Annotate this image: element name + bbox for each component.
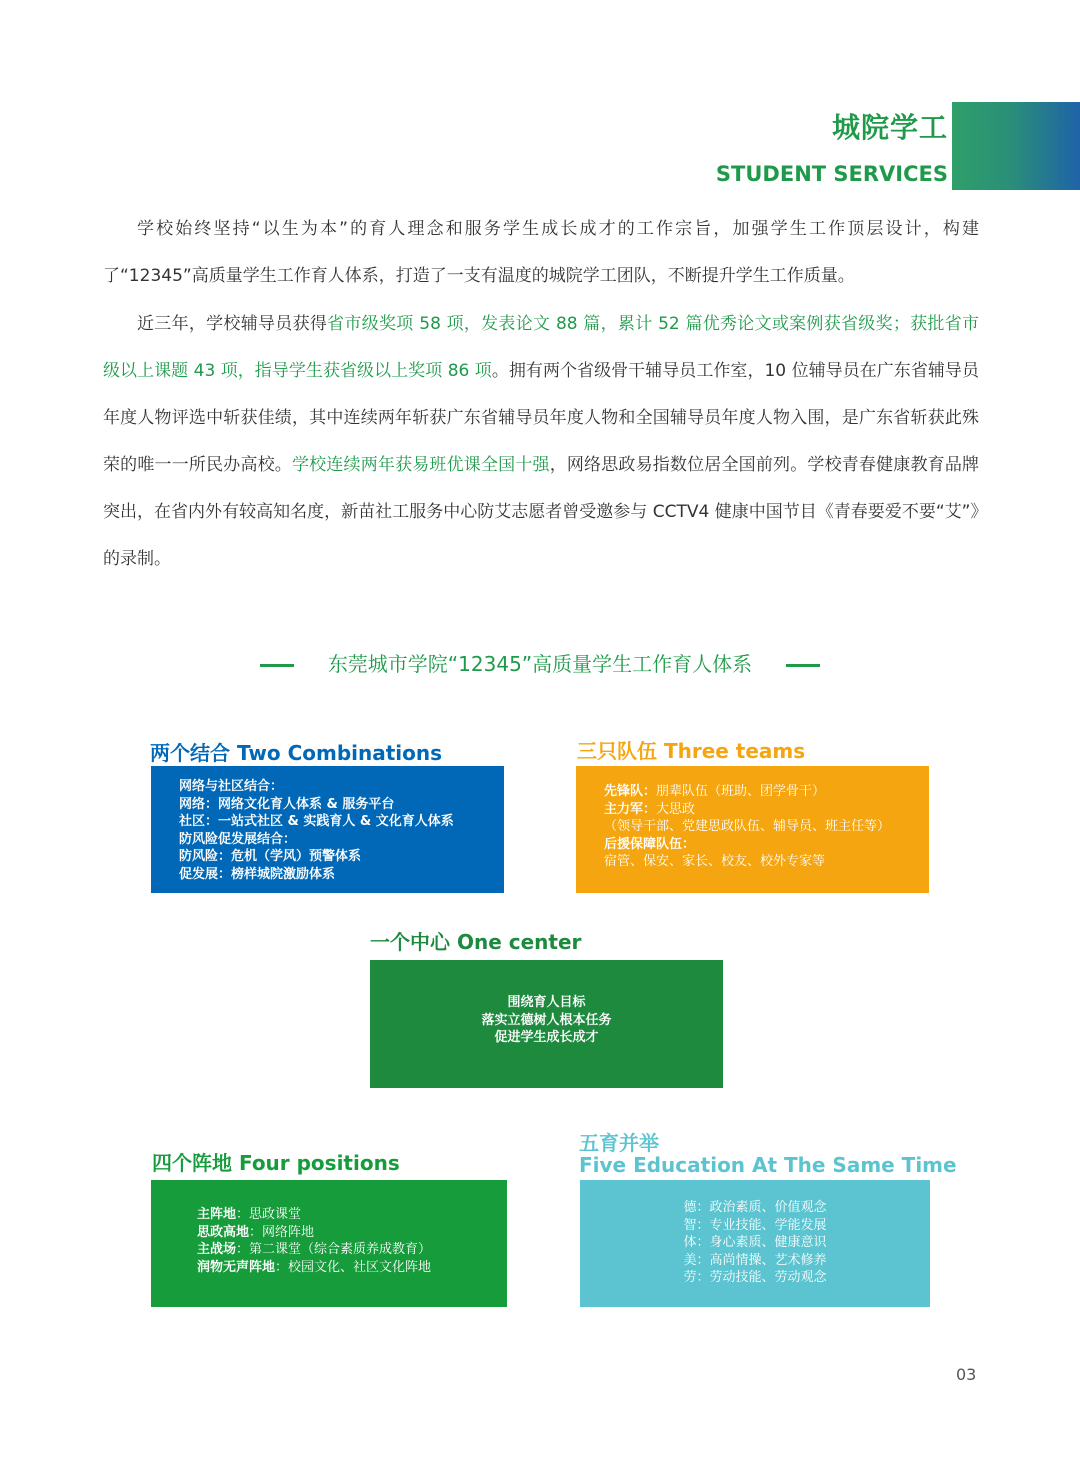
one-line: 围绕育人目标 (507, 995, 586, 1010)
header-accent-bar (952, 102, 1080, 190)
highlight-yiban: 学校连续两年获易班优课全国十强 (291, 455, 550, 475)
three-line: （领导干部、党建思政队伍、辅导员、班主任等） (604, 819, 891, 834)
three-teams-heading: 三只队伍 Three teams (577, 739, 806, 763)
two-line: 防风险促发展结合： (179, 831, 297, 847)
five-line: 美：高尚情操、艺术修养 (683, 1252, 827, 1268)
three-line: 后援保障队伍： (604, 836, 696, 852)
page-number: 03 (956, 1365, 977, 1384)
five-line: 德：政治素质、价值观念 (683, 1200, 827, 1215)
five-line: 体：身心素质、健康意识 (683, 1235, 827, 1250)
three-line: 主力军：大思政 (604, 801, 696, 817)
three-line: 先锋队：朋辈队伍（班助、团学骨干） (604, 784, 826, 799)
five-line: 劳：劳动技能、劳动观念 (683, 1270, 827, 1285)
intro-paragraph-2: 近三年，学校辅导员获得省市级奖项 58 项，发表论文 88 篇，累计 52 篇优秀论文或案例获省级奖；获批省市级以上课题 43 项，指导学生获省级以上奖项 86 项。拥有两个省级骨干辅导员工作室，10 位辅导员在广东省辅导员年度人物评选中斩获佳绩，其中连续两年斩获广东省辅导员年度人物和全国辅导员年度人物入围，是广东省斩获此殊荣的唯一一所民办高校。学校连续两年获易班优课全国十强，网络思政易指数位居全国前列。学校青春健康教育品牌突出，在省内外有较高知名度，新苗社工服务中心防艾志愿者曾受邀参与 CCTV4 健康中国节目《青春要爱不要“艾”》的录制。 (103, 314, 980, 569)
one-center-heading: 一个中心 One center (370, 930, 582, 954)
four-line: 思政高地：网络阵地 (197, 1224, 315, 1240)
four-line: 主战场：第二课堂（综合素质养成教育） (197, 1242, 432, 1257)
five-line: 智：专业技能、学能发展 (683, 1217, 827, 1233)
two-line: 社区：一站式社区 & 实践育人 & 文化育人体系 (179, 814, 454, 829)
system-title: 东莞城市学院“12345”高质量学生工作育人体系 (0, 648, 1080, 677)
one-center-box (370, 960, 723, 1088)
five-education-box (580, 1180, 930, 1307)
two-combinations-heading: 两个结合 Two Combinations (150, 741, 443, 765)
four-positions-box (151, 1180, 507, 1307)
four-line: 主阵地：思政课堂 (197, 1207, 302, 1222)
five-education-heading-cn: 五育并举 (579, 1131, 659, 1155)
highlight-awards: 省市级奖项 58 项，发表论文 88 篇，累计 52 篇优秀论文或案例获省级奖；获批省市级以上课题 43 项，指导学生获省级以上奖项 86 项 (103, 314, 979, 381)
five-education-heading-en: Five Education At The Same Time (579, 1153, 957, 1177)
page-title: 城院学工 (831, 111, 948, 144)
four-line: 润物无声阵地：校园文化、社区文化阵地 (197, 1259, 432, 1275)
one-line: 促进学生成长成才 (494, 1030, 599, 1045)
two-line: 防风险：危机（学风）预警体系 (179, 849, 362, 864)
two-combinations-box (151, 766, 504, 893)
three-line: 宿管、保安、家长、校友、校外专家等 (604, 854, 826, 869)
two-line: 网络与社区结合： (179, 779, 284, 794)
three-teams-box (576, 766, 929, 893)
title-dash-left (260, 664, 294, 667)
two-line: 网络：网络文化育人体系 & 服务平台 (179, 796, 395, 812)
four-positions-heading: 四个阵地 Four positions (152, 1151, 400, 1175)
two-line: 促发展：榜样城院激励体系 (179, 866, 336, 882)
page-subtitle: STUDENT SERVICES (715, 162, 948, 186)
intro-paragraph-1: 学校始终坚持“以生为本”的育人理念和服务学生成长成才的工作宗旨，加强学生工作顶层设计，构建了“12345”高质量学生工作育人体系，打造了一支有温度的城院学工团队，不断提升学生工作质量。 (103, 219, 979, 286)
title-dash-right (786, 664, 820, 667)
one-line: 落实立德树人根本任务 (481, 1012, 612, 1028)
